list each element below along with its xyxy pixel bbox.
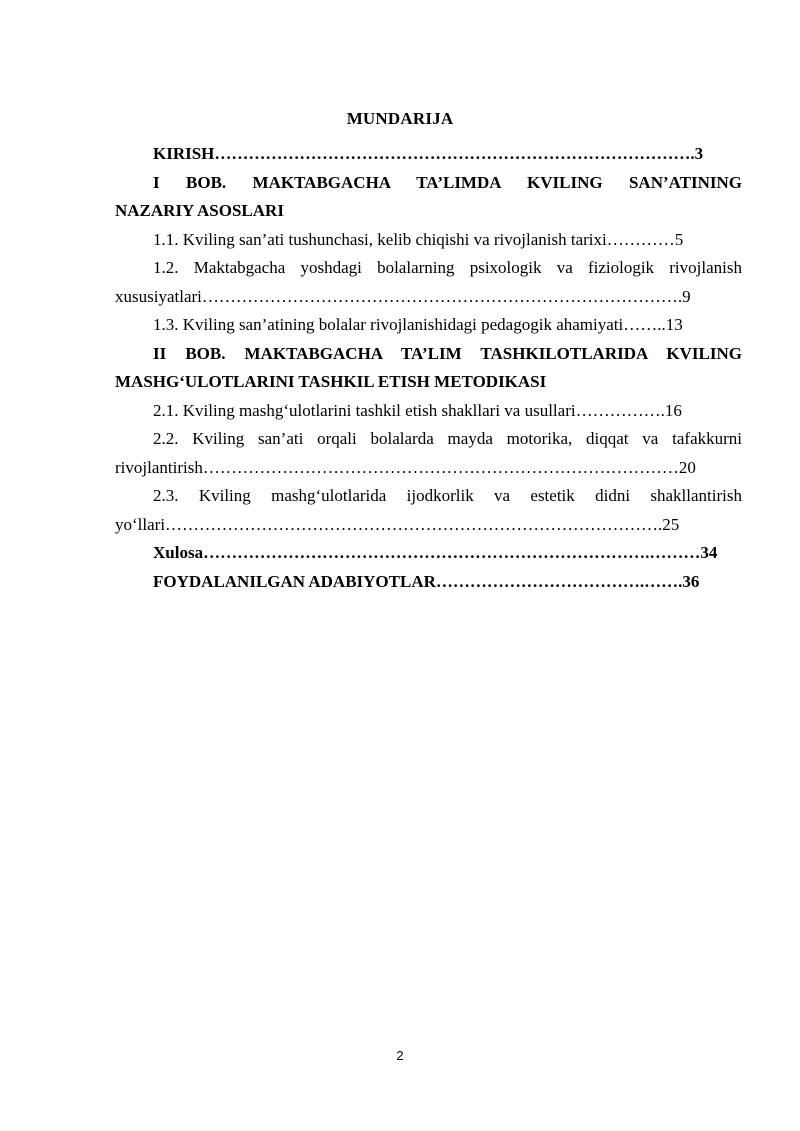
toc-entry-chapter-2-continuation	[115, 368, 742, 397]
toc-entry-1-2-continuation	[115, 283, 742, 312]
toc-entry-text: 1.2. Maktabgacha yoshdagi bolalarning psixologik va fiziologik rivojlanish	[153, 258, 742, 277]
toc-entry-adabiyotlar	[115, 568, 742, 597]
table-of-contents	[115, 140, 742, 596]
toc-entry-text: 2.1. Kviling mashg‘ulotlarini tashkil etish shakllari va usullari…………….16	[153, 400, 682, 420]
toc-entry-1-1	[115, 226, 742, 255]
toc-entry-1-3	[115, 311, 742, 340]
toc-entry-text: 1.1. Kviling san’ati tushunchasi, kelib chiqishi va rivojlanish tarixi…………5	[153, 229, 684, 249]
toc-entry-1-2	[115, 254, 742, 283]
toc-entry-text: FOYDALANILGAN ADABIYOTLAR……………………………….…….36	[153, 571, 700, 591]
toc-entry-chapter-2	[115, 340, 742, 369]
toc-entry-2-1	[115, 397, 742, 426]
toc-entry-text: KIRISH………………………………………………………………………….3	[153, 144, 704, 163]
toc-entry-2-3-continuation	[115, 511, 742, 540]
toc-entry-kirish	[115, 140, 742, 169]
toc-entry-chapter-1	[115, 169, 742, 198]
toc-entry-text: I BOB. MAKTABGACHA TA’LIMDA KVILING SAN’ATINING	[153, 172, 742, 192]
toc-entry-2-2	[115, 425, 742, 454]
toc-entry-text: 1.3. Kviling san’atining bolalar rivojlanishidagi pedagogik ahamiyati……..13	[153, 315, 683, 334]
page-title: MUNDARIJA	[346, 109, 454, 128]
toc-entry-text: 2.3. Kviling mashg‘ulotlarida ijodkorlik va estetik didni shakllantirish	[153, 486, 742, 505]
toc-entry-2-3	[115, 482, 742, 511]
toc-entry-text: Xulosa…………………………………………………………………….………34	[153, 543, 718, 562]
toc-entry-text: II BOB. MAKTABGACHA TA’LIM TASHKILOTLARIDA KVILING	[153, 343, 742, 363]
toc-entry-continuation: yo‘llari…………………………………………………………………………….25	[115, 514, 680, 534]
toc-entry-text: 2.2. Kviling san’ati orqali bolalarda mayda motorika, diqqat va tafakkurni	[153, 429, 742, 448]
toc-entry-continuation: rivojlantirish…………………………………………………………………………20	[115, 457, 696, 477]
toc-entry-continuation: xususiyatlari………………………………………………………………………….9	[115, 286, 691, 306]
toc-entry-chapter-1-continuation	[115, 197, 742, 226]
toc-entry-continuation: MASHG‘ULOTLARINI TASHKIL ETISH METODIKASI	[115, 372, 547, 391]
toc-entry-2-2-continuation	[115, 454, 742, 483]
toc-entry-continuation: NAZARIY ASOSLARI	[115, 201, 284, 220]
toc-entry-xulosa	[115, 539, 742, 568]
page-number: 2	[396, 1048, 404, 1063]
